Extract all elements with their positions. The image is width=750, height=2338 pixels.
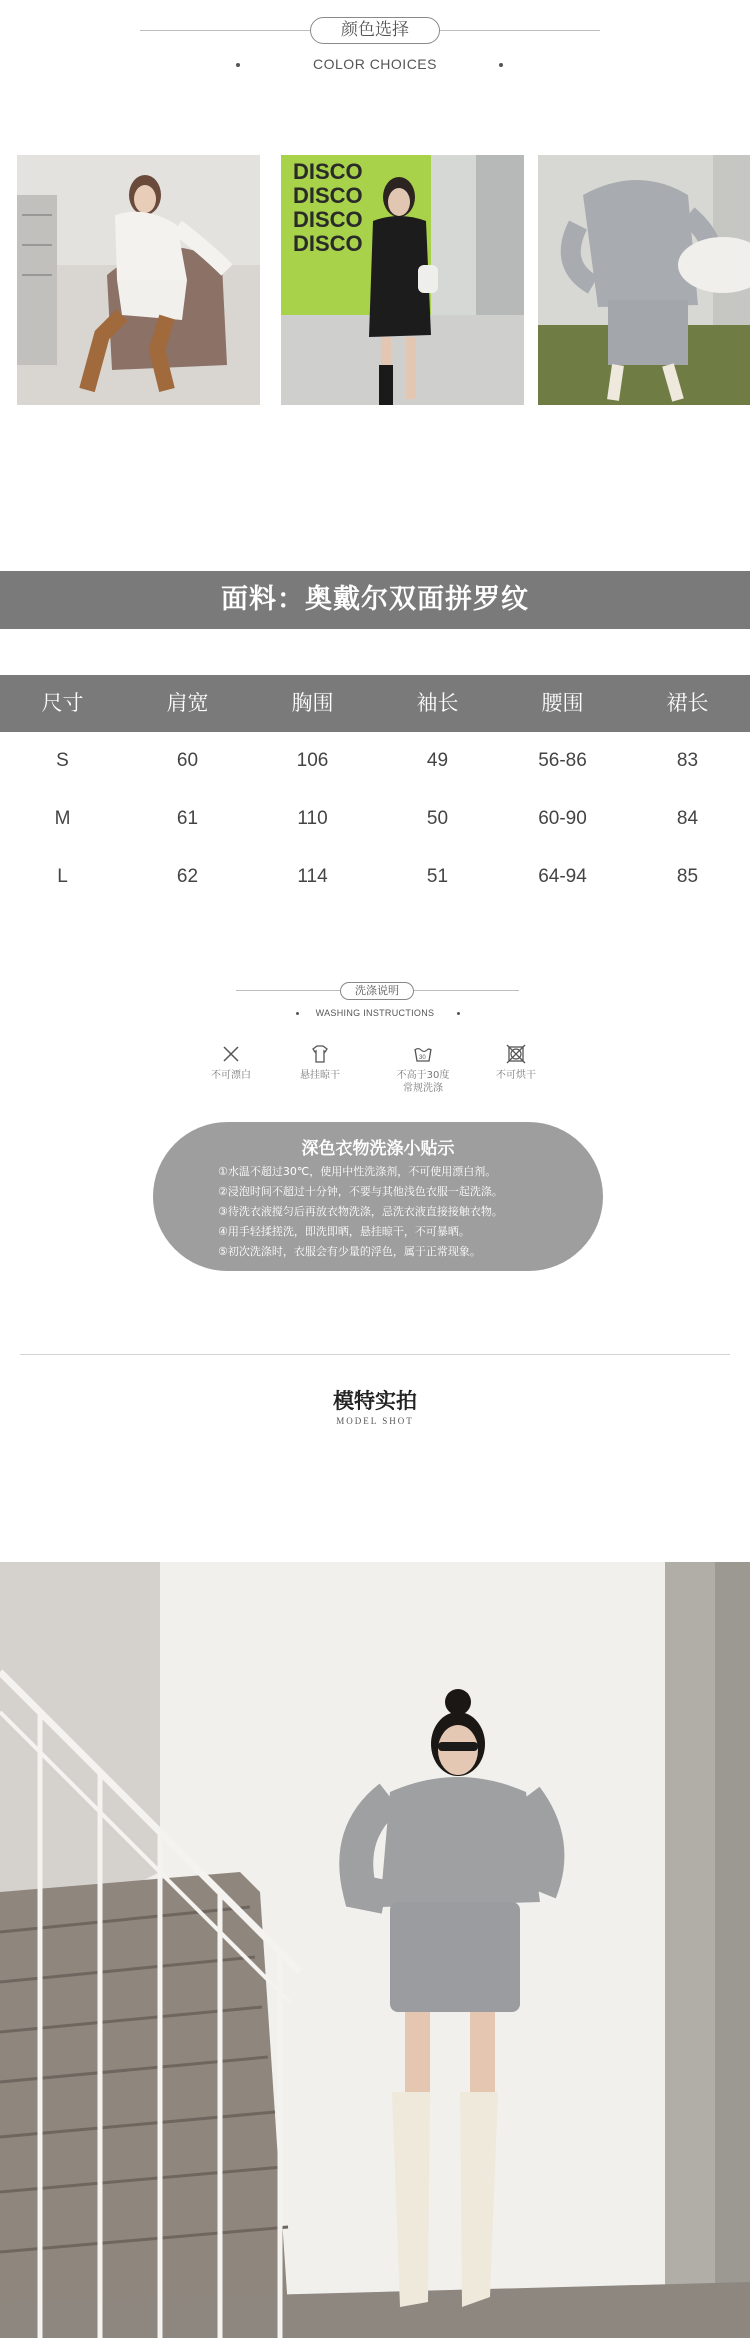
- tips-title: 深色衣物洗涤小贴示: [301, 1139, 455, 1159]
- table-row: [0, 790, 750, 848]
- wash-30-label: 不高于30度 常规洗涤: [396, 1070, 450, 1094]
- white-dress-photo: [17, 155, 260, 405]
- table-cell: 60-90: [538, 808, 587, 829]
- svg-text:DISCO: DISCO: [293, 207, 363, 232]
- table-cell: 110: [297, 808, 328, 829]
- model-stairs-photo: [0, 1562, 750, 2338]
- table-cell: 60: [176, 750, 199, 771]
- header-length: 裙长: [666, 691, 709, 715]
- no-tumble-dry-icon: [505, 1043, 527, 1065]
- washing-icons: [0, 1043, 750, 1113]
- model-shot-subtitle: MODEL SHOT: [336, 1416, 414, 1426]
- table-cell: 85: [676, 866, 699, 887]
- color-swatch-black[interactable]: [281, 155, 524, 405]
- model-photo: [0, 1562, 750, 2338]
- color-swatch-grey[interactable]: [538, 155, 750, 405]
- tip-item: ②浸泡时间不超过十分钟，不要与其他浅色衣服一起洗涤。: [218, 1185, 503, 1198]
- table-cell: M: [54, 808, 71, 829]
- header-size: 尺寸: [41, 691, 84, 715]
- washing-dot-right: [457, 1012, 460, 1015]
- table-cell: S: [56, 750, 69, 771]
- svg-text:30: 30: [419, 1055, 426, 1061]
- header-divider-left: [140, 30, 310, 31]
- grey-dress-photo: [538, 155, 750, 405]
- no-tumble-dry-label: 不可烘干: [496, 1070, 536, 1081]
- table-cell: 106: [296, 750, 329, 771]
- table-row: [0, 848, 750, 906]
- table-cell: 62: [176, 866, 199, 887]
- fabric-banner: 面料：奥戴尔双面拼罗纹: [0, 571, 750, 629]
- color-choices-subtitle: COLOR CHOICES: [313, 56, 437, 72]
- tip-item: ⑤初次洗涤时，衣服会有少量的浮色，属于正常现象。: [218, 1245, 481, 1258]
- table-cell: 56-86: [538, 750, 587, 771]
- table-cell: 83: [676, 750, 699, 771]
- washing-title: 洗涤说明: [340, 982, 414, 1000]
- tip-item: ①水温不超过30℃，使用中性洗涤剂，不可使用漂白剂。: [218, 1165, 497, 1178]
- size-table: [0, 675, 750, 906]
- black-dress-photo: [281, 155, 524, 405]
- hang-dry-label: 悬挂晾干: [300, 1070, 340, 1081]
- header-waist: 腰围: [541, 691, 584, 715]
- hang-dry: [275, 1043, 365, 1082]
- no-bleach-label: 不可漂白: [211, 1070, 251, 1081]
- washing-divider-left: [236, 990, 340, 991]
- table-cell: 49: [426, 750, 449, 771]
- tip-item: ④用手轻揉搓洗，即洗即晒，悬挂晾干，不可暴晒。: [218, 1225, 470, 1238]
- table-cell: L: [57, 866, 68, 887]
- header-sleeve: 袖长: [416, 691, 459, 715]
- table-cell: 84: [676, 808, 699, 829]
- model-shot-title: 模特实拍: [333, 1389, 417, 1413]
- color-choices-title: 颜色选择: [310, 17, 440, 44]
- table-cell: 61: [176, 808, 199, 829]
- table-row: [0, 732, 750, 790]
- section-divider: [20, 1354, 730, 1355]
- table-cell: 114: [297, 866, 328, 887]
- tips-list: [153, 1162, 603, 1262]
- no-tumble-dry: [471, 1043, 561, 1082]
- table-cell: 51: [426, 866, 449, 887]
- no-bleach-icon: [220, 1043, 242, 1065]
- svg-text:DISCO: DISCO: [293, 231, 363, 256]
- header-bust: 胸围: [291, 691, 334, 715]
- dark-clothes-washing-tips: [153, 1122, 603, 1271]
- wash-30: [378, 1043, 468, 1095]
- header-shoulder: 肩宽: [166, 691, 209, 715]
- tip-item: ③待洗衣液搅匀后再放衣物洗涤，忌洗衣液直接接触衣物。: [218, 1205, 503, 1218]
- hang-dry-icon: [309, 1043, 331, 1065]
- svg-text:DISCO: DISCO: [293, 183, 363, 208]
- washing-subtitle: WASHING INSTRUCTIONS: [315, 1008, 435, 1018]
- washing-header: [0, 980, 750, 1030]
- washing-divider-right: [414, 990, 519, 991]
- color-choices-header: [0, 0, 750, 90]
- svg-text:DISCO: DISCO: [293, 159, 363, 184]
- color-swatch-white[interactable]: [17, 155, 260, 405]
- table-cell: 64-94: [538, 866, 587, 887]
- table-cell: 50: [426, 808, 449, 829]
- wash-30-icon: [412, 1043, 434, 1065]
- size-table-header: [0, 675, 750, 732]
- header-divider-right: [440, 30, 600, 31]
- no-bleach: [186, 1043, 276, 1082]
- header-dot-right: [499, 63, 503, 67]
